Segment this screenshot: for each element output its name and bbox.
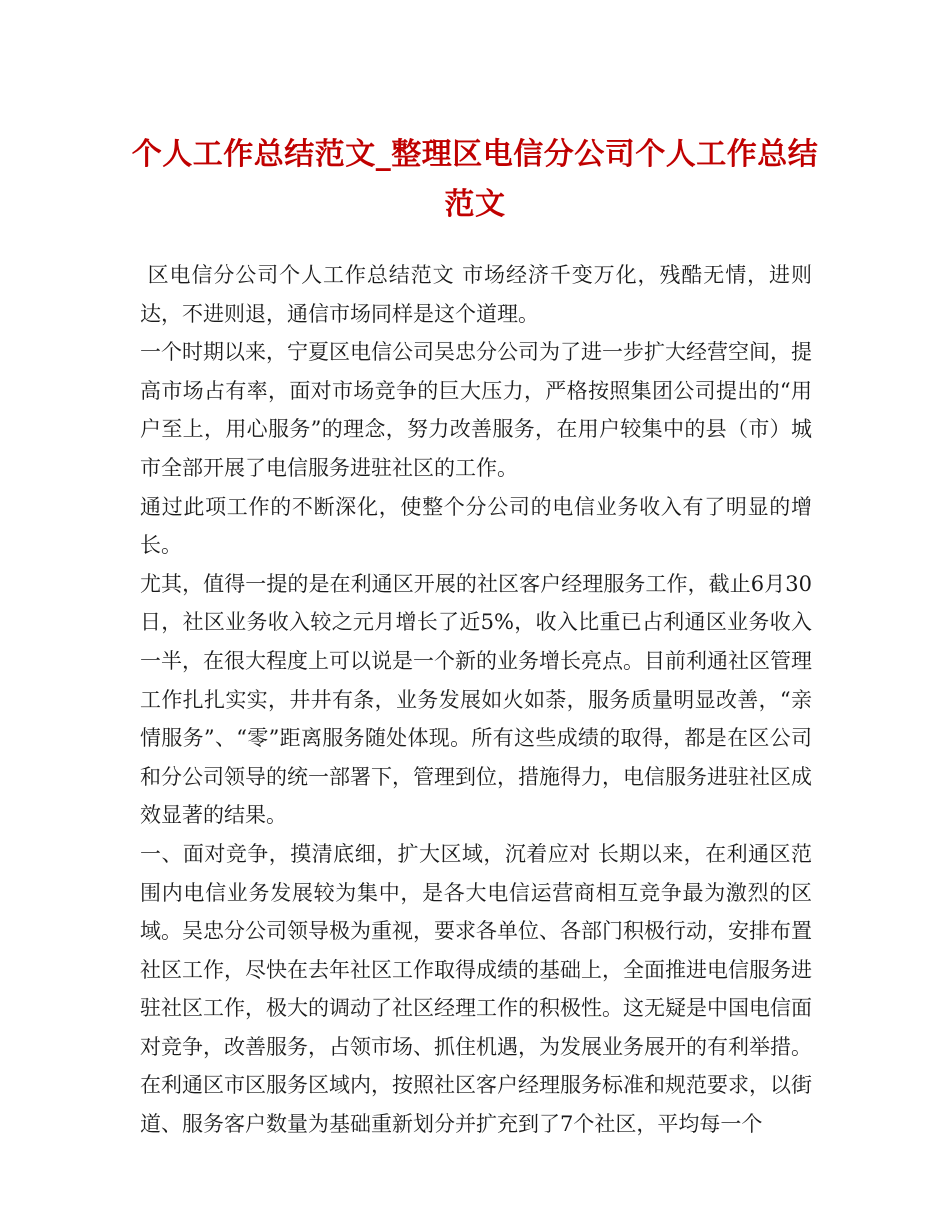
paragraph: 尤其，值得一提的是在利通区开展的社区客户经理服务工作，截止6月30日，社区业务收入较之元月增长了近5%，收入比重已占利通区业务收入一半，在很大程度上可以说是一个新的业务增长亮点。目前利通社区管理工作扎扎实实，井井有条，业务发展如火如荼，服务质量明显改善，“亲情服务”、“零”距离服务随处体现。所有这些成绩的取得，都是在区公司和分公司领导的统一部署下，管理到位，措施得力，电信服务进驻社区成效显著的结果。 <box>140 571 812 828</box>
paragraph: 一个时期以来，宁夏区电信公司吴忠分公司为了进一步扩大经营空间，提高市场占有率，面对市场竞争的巨大压力，严格按照集团公司提出的“用户至上，用心服务”的理念，努力改善服务，在用户较集中的县（市）城市全部开展了电信服务进驻社区的工作。 <box>140 340 812 480</box>
paragraph: 区电信分公司个人工作总结范文 市场经济千变万化，残酷无情，进则达，不进则退，通信市场同样是这个道理。 <box>140 263 812 326</box>
document-body <box>140 256 812 1144</box>
paragraph: 一、面对竞争，摸清底细，扩大区域，沉着应对 长期以来，在利通区范围内电信业务发展较为集中，是各大电信运营商相互竞争最为激烈的区域。吴忠分公司领导极为重视，要求各单位、各部门积极行动，安排布置社区工作，尽快在去年社区工作取得成绩的基础上，全面推进电信服务进驻社区工作，极大的调动了社区经理工作的积极性。这无疑是中国电信面对竞争，改善服务，占领市场、抓住机遇，为发展业务展开的有利举措。 <box>140 841 812 1059</box>
paragraph: 通过此项工作的不断深化，使整个分公司的电信业务收入有了明显的增长。 <box>140 494 812 558</box>
paragraph: 在利通区市区服务区域内，按照社区客户经理服务标准和规范要求，以街道、服务客户数量为基础重新划分并扩充到了7个社区，平均每一个 <box>140 1073 812 1137</box>
document-title: 个人工作总结范文_整理区电信分公司个人工作总结范文 <box>131 137 819 222</box>
